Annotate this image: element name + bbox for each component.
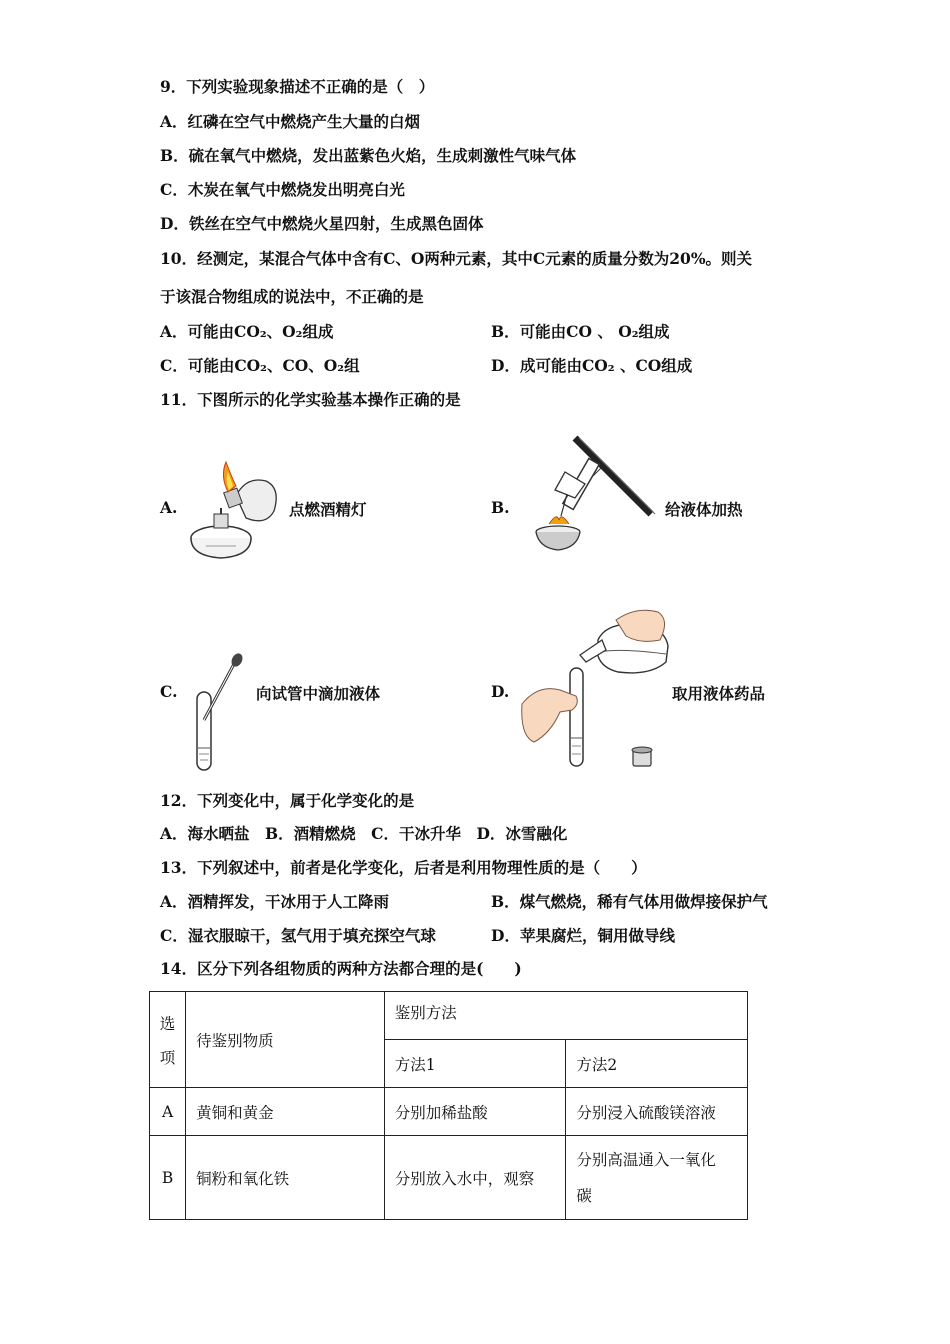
taking-liquid-reagent-figure (520, 600, 680, 780)
q10-option-c: C．可能由CO₂、CO、O₂组 (160, 356, 360, 375)
q12-options: A．海水晒盐 B．酒精燃烧 C．干冰升华 D．冰雪融化 (160, 824, 568, 843)
table-row (150, 1088, 748, 1136)
table-row (150, 1136, 748, 1220)
q11-option-a-letter: A. (160, 498, 178, 517)
row-b-method1: 分别放入水中，观察 (384, 1136, 566, 1220)
header-method2-cell: 方法2 (566, 1040, 748, 1088)
q10-stem-line2: 于该混合物组成的说法中，不正确的是 (160, 287, 424, 306)
q10-option-d: D．成可能由CO₂ 、CO组成 (491, 356, 693, 375)
row-b-option: B (150, 1136, 186, 1220)
q11-option-c-letter: C. (160, 682, 178, 701)
q11-stem: 11．下图所示的化学实验基本操作正确的是 (160, 390, 461, 409)
q11-option-d-caption: 取用液体药品 (672, 684, 766, 703)
row-a-substance: 黄铜和黄金 (186, 1088, 385, 1136)
row-a-option: A (150, 1088, 186, 1136)
q14-stem: 14．区分下列各组物质的两种方法都合理的是( ) (160, 959, 522, 978)
q13-option-a: A．酒精挥发，干冰用于人工降雨 (160, 892, 390, 911)
q14-table (149, 991, 748, 1220)
header-method1-cell: 方法1 (384, 1040, 566, 1088)
q11-option-c-caption: 向试管中滴加液体 (256, 684, 381, 703)
q9-option-b: B．硫在氧气中燃烧，发出蓝紫色火焰，生成刺激性气味气体 (160, 146, 577, 165)
dropping-liquid-figure (190, 650, 250, 775)
header-option-char-2: 项 (159, 1048, 176, 1067)
q9-option-d: D．铁丝在空气中燃烧火星四射，生成黑色固体 (160, 214, 484, 233)
header-option-char-1: 选 (159, 1014, 176, 1033)
header-substance-cell: 待鉴别物质 (186, 992, 385, 1088)
row-b-method2-line2: 碳 (576, 1186, 592, 1205)
q11-option-b-letter: B. (491, 498, 510, 517)
row-a-method2-line1: 分别浸入硫酸镁溶液 (576, 1103, 716, 1122)
q13-option-b: B．煤气燃烧，稀有气体用做焊接保护气 (491, 892, 768, 911)
q9-option-a: A．红磷在空气中燃烧产生大量的白烟 (160, 112, 421, 131)
q12-stem: 12．下列变化中，属于化学变化的是 (160, 791, 415, 810)
header-option-cell (150, 992, 186, 1088)
q11-option-b-caption: 给液体加热 (665, 500, 743, 519)
q9-stem: 9．下列实验现象描述不正确的是（ ） (160, 77, 435, 96)
q13-option-d: D．苹果腐烂，铜用做导线 (491, 926, 675, 945)
q13-stem: 13．下列叙述中，前者是化学变化，后者是利用物理性质的是（ ） (160, 858, 647, 877)
table-header-row (150, 992, 748, 1040)
q11-option-d-letter: D. (491, 682, 510, 701)
row-b-method2-line1: 分别高温通入一氧化 (576, 1150, 716, 1169)
q11-option-a-caption: 点燃酒精灯 (289, 500, 367, 519)
header-method-cell: 鉴别方法 (384, 992, 747, 1040)
row-b-substance: 铜粉和氧化铁 (186, 1136, 385, 1220)
q9-option-c: C．木炭在氧气中燃烧发出明亮白光 (160, 180, 405, 199)
q10-stem-line1: 10．经测定，某混合气体中含有C、O两种元素，其中C元素的质量分数为20%。则关 (160, 249, 753, 268)
heating-liquid-figure (527, 428, 662, 558)
q13-option-c: C．湿衣服晾干，氢气用于填充探空气球 (160, 926, 436, 945)
alcohol-lamp-lighting-figure (186, 456, 286, 566)
q10-option-a: A．可能由CO₂、O₂组成 (160, 322, 334, 341)
row-b-method2 (566, 1136, 748, 1220)
row-a-method1: 分别加稀盐酸 (384, 1088, 566, 1136)
q10-option-b: B．可能由CO 、 O₂组成 (491, 322, 670, 341)
row-a-method2 (566, 1088, 748, 1136)
